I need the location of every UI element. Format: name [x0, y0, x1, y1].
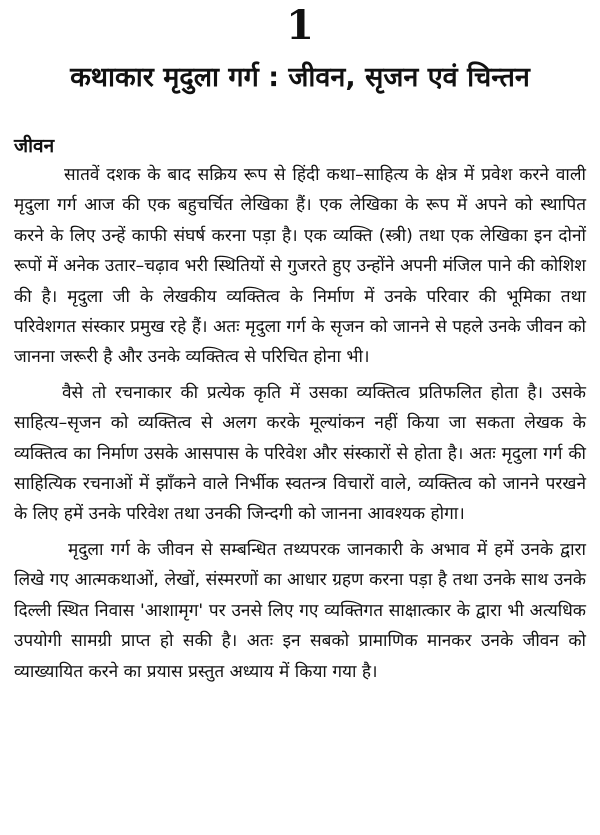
paragraph-2: वैसे तो रचनाकार की प्रत्येक कृति में उसका व्यक्तित्व प्रतिफलित होता है। उसके साहित्य–सृजन को व्यक्तित्व से अलग करके मूल्यांकन नहीं किया जा सकता लेखक के व्यक्तित्व का निर्माण उसके आसपास के परिवेश और संस्कारों से होता है। अतः मृदुला गर्ग की साहित्यिक रचनाओं में झाँकने वाले निर्भीक स्वतन्त्र विचारों वाले, व्यक्तित्व को जानने परखने के लिए हमें उनके परिवेश तथा उनकी जिन्दगी को जानना आवश्यक होगा। — [14, 382, 586, 525]
chapter-number: 1 — [286, 2, 314, 49]
paragraph-3: मृदुला गर्ग के जीवन से सम्बन्धित तथ्यपरक जानकारी के अभाव में हमें उनके द्वारा लिखे गए आत्मकथाओं, लेखों, संस्मरणों का आधार ग्रहण करना पड़ा है तथा उनके साथ उनके दिल्ली स्थित निवास 'आशामृग' पर उनसे लिए गए व्यक्तिगत साक्षात्कार के द्वारा भी अत्यधिक उपयोगी सामग्री प्राप्त हो सकी है। अतः इन सबको प्रामाणिक मानकर उनके जीवन को व्याख्यायित करने का प्रयास प्रस्तुत अध्याय में किया गया है। — [14, 539, 586, 682]
section-heading: जीवन — [14, 135, 55, 157]
chapter-title: कथाकार मृदुला गर्ग : जीवन, सृजन एवं चिन्तन — [70, 62, 530, 93]
paragraph-1: सातवें दशक के बाद सक्रिय रूप से हिंदी कथा–साहित्य के क्षेत्र में प्रवेश करने वाली मृदुला गर्ग आज की एक बहुचर्चित लेखिका हैं। एक लेखिका के रूप में अपने को स्थापित करने के लिए उन्हें काफी संघर्ष करना पड़ा है। एक व्यक्ति (स्त्री) तथा एक लेखिका इन दोनों रूपों में अनेक उतार–चढ़ाव भरी स्थितियों से गुजरते हुए उन्होंने अपनी मंजिल पाने की कोशिश की है। मृदुला जी के लेखकीय व्यक्तित्व के निर्माण में उनके परिवार की भूमिका तथा परिवेशगत संस्कार प्रमुख रहे हैं। अतः मृदुला गर्ग के सृजन को जानने से पहले उनके जीवन को जानना जरूरी है और उनके व्यक्तित्व से परिचित होना भी। — [14, 165, 586, 368]
